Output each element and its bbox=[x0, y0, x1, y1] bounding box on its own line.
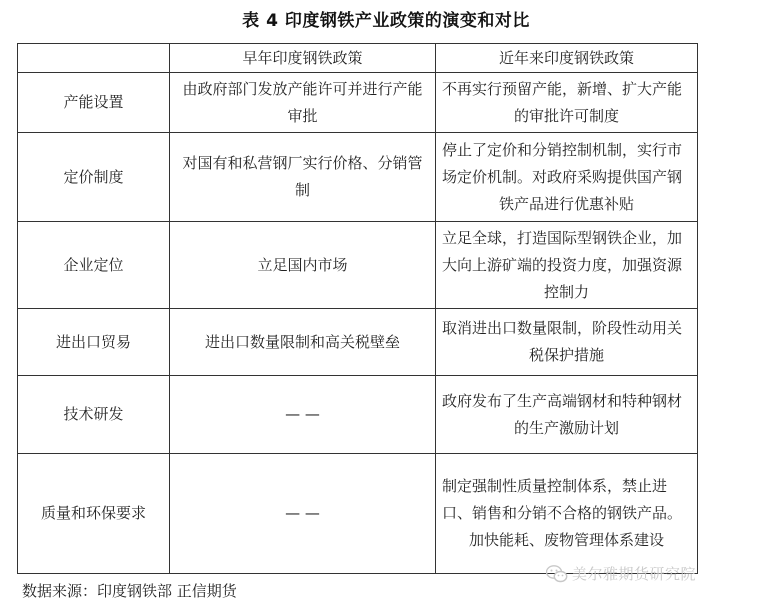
row-early-policy: 对国有和私营钢厂实行价格、分销管制 bbox=[170, 133, 436, 222]
header-category bbox=[18, 44, 170, 73]
row-recent-policy: 立足全球，打造国际型钢铁企业，加大向上游矿端的投资力度，加强资源控制力 bbox=[436, 222, 698, 309]
table-row bbox=[18, 133, 698, 222]
row-early-policy: — — bbox=[170, 376, 436, 454]
row-recent-policy: 停止了定价和分销控制机制，实行市场定价机制。对政府采购提供国产钢铁产品进行优惠补贴 bbox=[436, 133, 698, 222]
row-recent-policy: 制定强制性质量控制体系，禁止进口、销售和分销不合格的钢铁产品。加快能耗、废物管理体系建设 bbox=[436, 454, 698, 574]
table-title: 表 4 印度钢铁产业政策的演变和对比 bbox=[242, 11, 530, 31]
table-row bbox=[18, 376, 698, 454]
row-recent-policy: 不再实行预留产能，新增、扩大产能的审批许可制度 bbox=[436, 73, 698, 133]
watermark bbox=[546, 563, 696, 584]
row-category: 进出口贸易 bbox=[18, 309, 170, 376]
row-early-policy: 立足国内市场 bbox=[170, 222, 436, 309]
policy-comparison-table bbox=[17, 43, 698, 574]
row-early-policy: 由政府部门发放产能许可并进行产能审批 bbox=[170, 73, 436, 133]
watermark-text: 美尔雅期货研究院 bbox=[572, 565, 697, 583]
row-recent-policy: 政府发布了生产高端钢材和特种钢材的生产激励计划 bbox=[436, 376, 698, 454]
table-row bbox=[18, 73, 698, 133]
row-early-policy: 进出口数量限制和高关税壁垒 bbox=[170, 309, 436, 376]
table-row bbox=[18, 309, 698, 376]
table-row bbox=[18, 222, 698, 309]
row-category: 产能设置 bbox=[18, 73, 170, 133]
table-row bbox=[18, 454, 698, 574]
header-recent: 近年来印度钢铁政策 bbox=[436, 44, 698, 73]
row-category: 企业定位 bbox=[18, 222, 170, 309]
wechat-icon bbox=[546, 565, 568, 583]
header-early: 早年印度钢铁政策 bbox=[170, 44, 436, 73]
row-category: 质量和环保要求 bbox=[18, 454, 170, 574]
row-category: 定价制度 bbox=[18, 133, 170, 222]
row-category: 技术研发 bbox=[18, 376, 170, 454]
row-early-policy: — — bbox=[170, 454, 436, 574]
table-header-row bbox=[18, 44, 698, 73]
row-recent-policy: 取消进出口数量限制，阶段性动用关税保护措施 bbox=[436, 309, 698, 376]
data-source-note: 数据来源：印度钢铁部 正信期货 bbox=[22, 582, 237, 600]
